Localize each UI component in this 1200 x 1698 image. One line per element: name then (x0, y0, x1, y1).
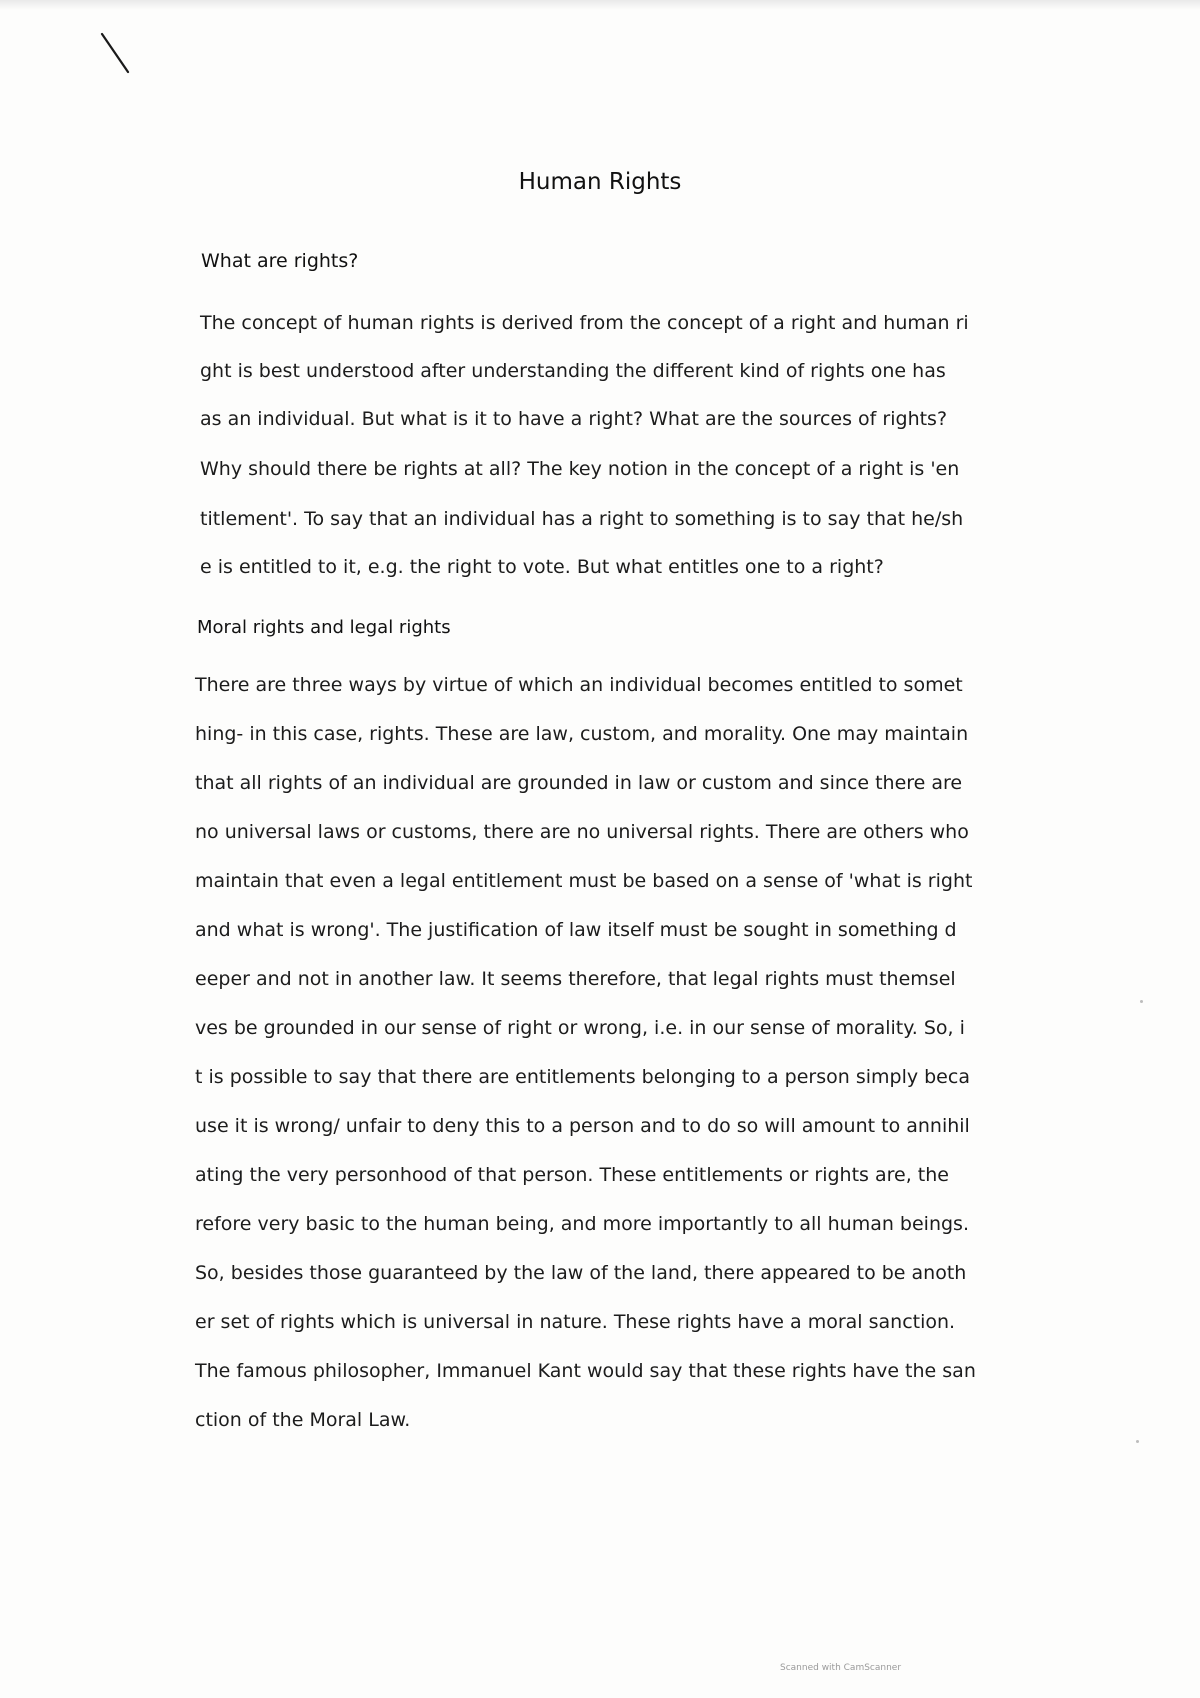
text-line: There are three ways by virtue of which an individual becomes entitled to somet (195, 674, 963, 696)
text-line: refore very basic to the human being, and more importantly to all human beings. (195, 1213, 969, 1235)
text-line: Why should there be rights at all? The key notion in the concept of a right is 'en (200, 458, 960, 480)
text-line: maintain that even a legal entitlement must be based on a sense of 'what is right (195, 870, 973, 892)
text-line: The concept of human rights is derived from the concept of a right and human ri (200, 312, 969, 334)
scanner-watermark: Scanned with CamScanner (780, 1663, 902, 1673)
text-line: So, besides those guaranteed by the law of the land, there appeared to be anoth (195, 1262, 967, 1284)
section-heading-what-are-rights: What are rights? (201, 250, 359, 272)
text-line: ction of the Moral Law. (195, 1409, 411, 1431)
text-line: e is entitled to it, e.g. the right to vote. But what entitles one to a right? (200, 556, 884, 578)
section-heading-moral-and-legal-rights: Moral rights and legal rights (197, 617, 451, 638)
scan-edge-shadow (0, 0, 1200, 10)
text-line: use it is wrong/ unfair to deny this to a person and to do so will amount to annihil (195, 1115, 970, 1137)
text-line: and what is wrong'. The justification of law itself must be sought in something d (195, 919, 957, 941)
text-line: no universal laws or customs, there are no universal rights. There are others who (195, 821, 969, 843)
pen-stroke-mark (98, 30, 138, 80)
text-line: ght is best understood after understanding the different kind of rights one has (200, 360, 946, 382)
text-line: er set of rights which is universal in nature. These rights have a moral sanction. (195, 1311, 956, 1333)
scan-speck (1140, 1000, 1143, 1003)
text-line: ating the very personhood of that person. These entitlements or rights are, the (195, 1164, 949, 1186)
text-line: eeper and not in another law. It seems therefore, that legal rights must themsel (195, 968, 956, 990)
page-title: Human Rights (518, 169, 682, 195)
text-line: t is possible to say that there are entitlements belonging to a person simply beca (195, 1066, 970, 1088)
text-line: titlement'. To say that an individual has a right to something is to say that he/sh (200, 508, 964, 530)
text-line: that all rights of an individual are grounded in law or custom and since there are (195, 772, 963, 794)
scan-speck (1136, 1440, 1139, 1443)
text-line: The famous philosopher, Immanuel Kant would say that these rights have the san (195, 1360, 976, 1382)
text-line: as an individual. But what is it to have a right? What are the sources of rights? (200, 408, 948, 430)
text-line: hing- in this case, rights. These are law, custom, and morality. One may maintain (195, 723, 969, 745)
text-line: ves be grounded in our sense of right or wrong, i.e. in our sense of morality. So, i (195, 1017, 965, 1039)
